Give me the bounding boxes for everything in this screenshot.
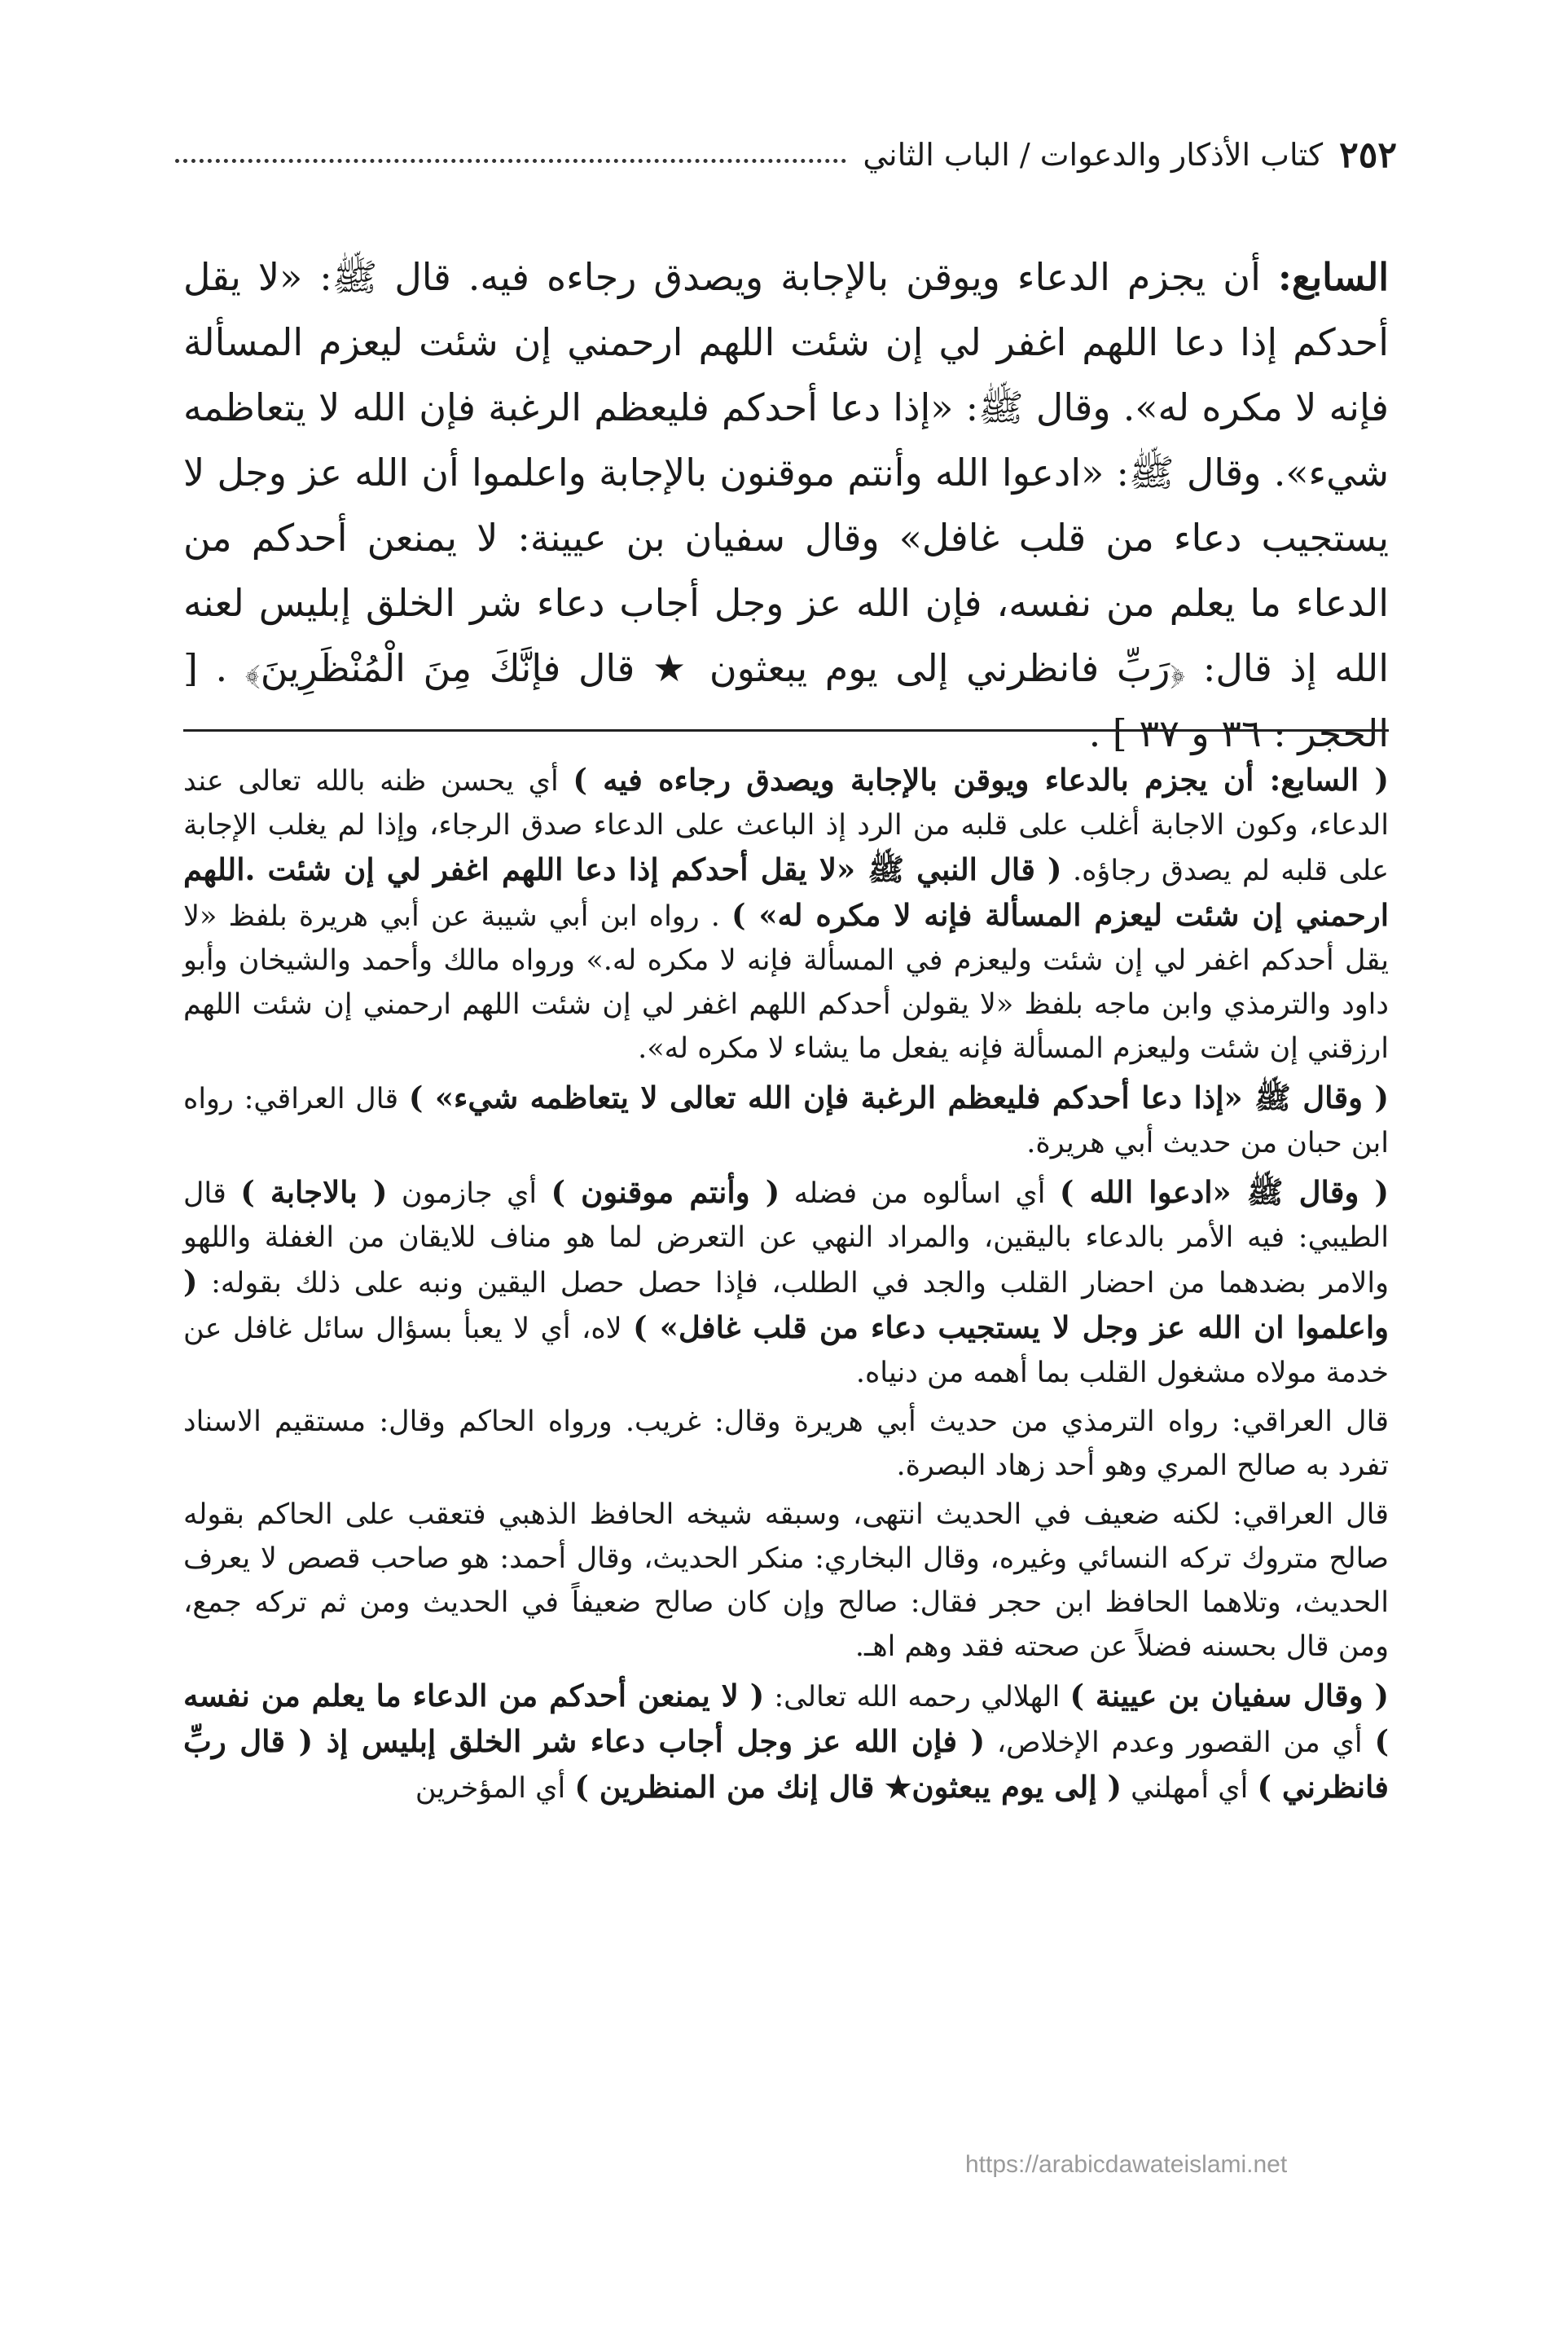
commentary-heading: ( السابع: أن يجزم بالدعاء ويوقن بالإجابة ويصدق رجاءه فيه ): [573, 762, 1389, 798]
commentary-text: لاه، أي لا يعبأ بسؤال سائل غافل عن خدمة مولاه مشغول القلب بما أهمه من دنياه.: [183, 1313, 1389, 1389]
commentary-heading: ( قال النبي ﷺ «لا يقل أحدكم إذا دعا اللهم اغفر لي إن شئت .اللهم ارحمني إن شئت ليعزم المسألة فإنه لا مكره له» ): [183, 851, 1389, 933]
commentary-text: أي أمهلني: [1131, 1772, 1249, 1805]
commentary: [183, 758, 1389, 1815]
commentary-paragraph-2: [183, 1076, 1389, 1165]
header-dot-leader: [175, 159, 846, 163]
commentary-heading: ( فإن الله عز وجل أجاب دعاء شر الخلق إبليس إذ ( قال ربِّ فانظرني ): [183, 1723, 1389, 1805]
separator-rule: [183, 729, 1389, 732]
commentary-heading: ( لا يمنعن أحدكم من الدعاء ما يعلم من نفسه ): [183, 1678, 1389, 1759]
commentary-text: قال العراقي: رواه الترمذي من حديث أبي هريرة وقال: غريب. ورواه الحاكم وقال: مستقيم الاسناد تفرد به صالح المري وهو أحد زهاد البصرة.: [183, 1405, 1389, 1482]
commentary-heading: ( بالاجابة ): [240, 1174, 388, 1210]
commentary-text: قال الطيبي: فيه الأمر بالدعاء باليقين، والمراد النهي عن التعرض لما هو مناف للايقان من الغفلة واللهو والامر بضدهما من احضار القلب والجد في الطلب، فإذا حصل حصل اليقين ونبه على ذلك بقوله:: [183, 1177, 1389, 1300]
commentary-paragraph-5: [183, 1493, 1389, 1669]
commentary-paragraph-4: [183, 1400, 1389, 1488]
commentary-text: قال العراقي: لكنه ضعيف في الحديث انتهى، وسبقه شيخه الحافظ الذهبي فتعقب على الحاكم بقوله صالح متروك تركه النسائي وغيره، وقال البخاري: منكر الحديث، وقال أحمد: هو صاحب قصص لا يعرف الحديث، وتلاهما الحافظ ابن حجر فقال: صالح وإن كان صالح ضعيفاً في الحديث ومن ثم تركه جمع، ومن قال بحسنه فضلاً عن صحته فقد وهم اهـ.: [183, 1498, 1389, 1663]
commentary-text: . رواه ابن أبي شيبة عن أبي هريرة بلفظ «لا يقل أحدكم اغفر لي إن شئت وليعزم في المسألة فإنه لا مكره له.» ورواه مالك وأحمد والشيخان وأبو داود والترمذي وابن ماجه بلفظ «لا يقولن أحدكم اللهم اغفر لي إن شئت اللهم ارحمني إن شئت اللهم ارزقني إن شئت وليعزم المسألة فإنه يفعل ما يشاء لا مكره له».: [183, 900, 1389, 1065]
commentary-paragraph-3: [183, 1170, 1389, 1395]
main-paragraph: [183, 244, 1389, 766]
commentary-text: أي يحسن ظنه بالله تعالى عند الدعاء، وكون الاجابة أغلب على قلبه من الرد إذ الباعث على الدعاء صدق الرجاء، وإذا لم يغلب الإجابة على قلبه لم يصدق رجاؤه.: [183, 765, 1389, 887]
running-title: كتاب الأذكار والدعوات / الباب الثاني: [863, 137, 1324, 173]
watermark-url: https://arabicdawateislami.net: [965, 2151, 1288, 2178]
commentary-text: أي المؤخرين: [415, 1772, 566, 1805]
commentary-text: قال العراقي: رواه ابن حبان من حديث أبي هريرة.: [183, 1083, 1389, 1159]
commentary-text: أي جازمون: [401, 1177, 538, 1210]
main-text: [183, 244, 1389, 766]
commentary-text: أي من القصور وعدم الإخلاص،: [996, 1727, 1363, 1759]
commentary-text: أي اسألوه من فضله: [793, 1177, 1046, 1210]
commentary-heading: ( وقال ﷺ «إذا دعا أحدكم فليعظم الرغبة فإن الله تعالى لا يتعاظمه شيء» ): [408, 1080, 1389, 1115]
commentary-paragraph-6: [183, 1674, 1389, 1810]
commentary-heading: ( وقال ﷺ «ادعوا الله ): [1059, 1174, 1389, 1210]
main-lead: السابع:: [1277, 255, 1390, 299]
commentary-heading: ( واعلموا ان الله عز وجل لا يستجيب دعاء من قلب غافل» ): [183, 1264, 1389, 1345]
commentary-heading: ( وقال سفيان بن عيينة ): [1069, 1678, 1389, 1713]
commentary-text: الهلالي رحمه الله تعالى:: [774, 1681, 1061, 1713]
commentary-heading: ( إلى يوم يبعثون★ قال إنك من المنظرين ): [574, 1769, 1122, 1805]
commentary-paragraph-1: [183, 758, 1389, 1071]
main-body: أن يجزم الدعاء ويوقن بالإجابة ويصدق رجاءه فيه. قال ﷺ: «لا يقل أحدكم إذا دعا اللهم اغفر لي إن شئت اللهم ارحمني إن شئت ليعزم المسألة فإنه لا مكره له». وقال ﷺ: «إذا دعا أحدكم فليعظم الرغبة فإن الله لا يتعاظمه شيء». وقال ﷺ: «ادعوا الله وأنتم موقنون بالإجابة واعلموا أن الله عز وجل لا يستجيب دعاء من قلب غافل» وقال سفيان بن عيينة: لا يمنعن أحدكم من الدعاء ما يعلم من نفسه، فإن الله عز وجل أجاب دعاء شر الخلق إبليس لعنه الله إذ قال: ﴿رَبِّ فانظرني إلى يوم يبعثون ★ قال فإنَّكَ مِنَ الْمُنْظَرِينَ﴾ . [ الحجر : ٣٦ و ٣٧ ] .: [183, 255, 1389, 755]
commentary-heading: ( وأنتم موقنون ): [551, 1174, 780, 1210]
page-number: ٢٥٢: [1339, 134, 1397, 176]
running-header: [175, 122, 1397, 187]
